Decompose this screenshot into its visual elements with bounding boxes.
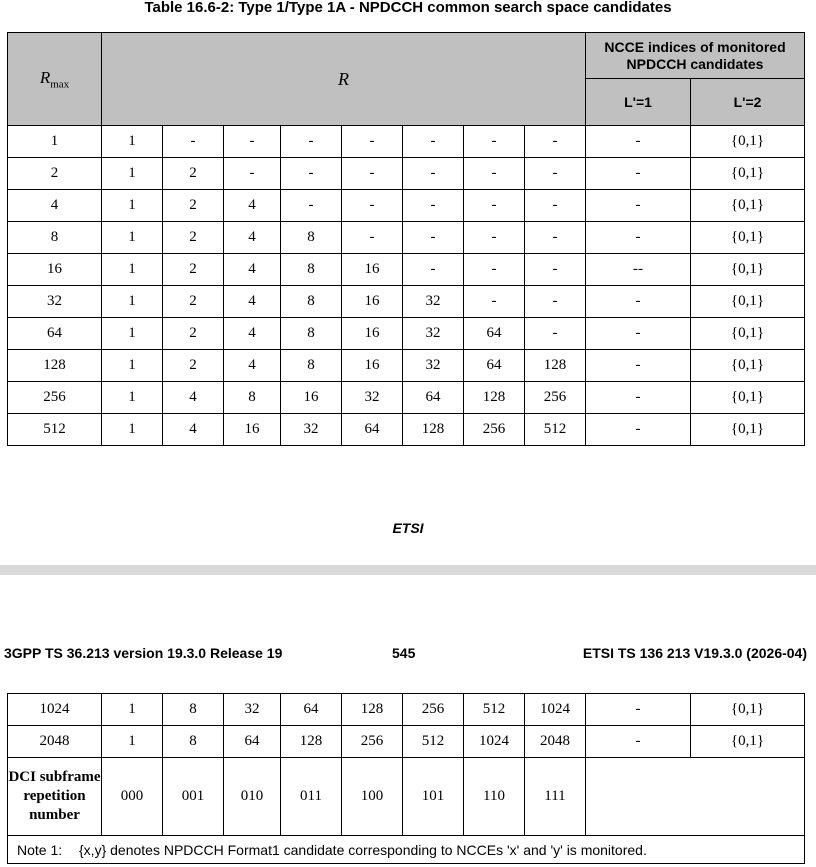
ncce-cell: - xyxy=(586,694,691,726)
r-value-cell: 2 xyxy=(163,190,224,222)
r-value-cell: 512 xyxy=(464,694,525,726)
r-value-cell: 8 xyxy=(281,286,342,318)
r-value-cell: - xyxy=(525,190,586,222)
r-value-cell: 2048 xyxy=(525,726,586,758)
table-row xyxy=(8,222,805,254)
ncce-cell: - xyxy=(586,126,691,158)
r-value-cell: 64 xyxy=(281,694,342,726)
r-value-cell: 4 xyxy=(224,222,281,254)
rmax-header: $R_{max}$ xyxy=(8,33,102,126)
ncce-cell: - xyxy=(586,190,691,222)
page-break-divider xyxy=(0,565,816,575)
dci-value: 001 xyxy=(163,758,224,836)
table-row xyxy=(8,126,805,158)
table-row xyxy=(8,158,805,190)
r-value-cell: - xyxy=(224,126,281,158)
r-value-cell: 32 xyxy=(342,382,403,414)
header-etsi-ref: ETSI TS 136 213 V19.3.0 (2026-04) xyxy=(582,645,807,661)
note-text: {x,y} denotes NPDCCH Format1 candidate corresponding to NCCEs 'x' and 'y' is monitored. xyxy=(79,841,647,858)
rmax-cell: 2048 xyxy=(8,726,102,758)
r-value-cell: 2 xyxy=(163,222,224,254)
r-value-cell: 1 xyxy=(102,318,163,350)
ncce-cell: {0,1} xyxy=(691,318,805,350)
r-value-cell: - xyxy=(342,190,403,222)
r-value-cell: - xyxy=(403,158,464,190)
rmax-cell: 1 xyxy=(8,126,102,158)
r-value-cell: - xyxy=(342,158,403,190)
r-header: R xyxy=(102,33,586,126)
r-value-cell: - xyxy=(525,222,586,254)
r-value-cell: - xyxy=(281,158,342,190)
r-value-cell: 32 xyxy=(224,694,281,726)
r-value-cell: 16 xyxy=(224,414,281,446)
r-value-cell: 64 xyxy=(224,726,281,758)
r-value-cell: 2 xyxy=(163,318,224,350)
r-value-cell: 1 xyxy=(102,190,163,222)
rmax-cell: 8 xyxy=(8,222,102,254)
r-value-cell: 1 xyxy=(102,254,163,286)
r-value-cell: 4 xyxy=(163,382,224,414)
dci-empty-cell xyxy=(586,758,805,836)
r-value-cell: 1 xyxy=(102,158,163,190)
table-row xyxy=(8,350,805,382)
r-value-cell: - xyxy=(163,126,224,158)
table-caption: Table 16.6-2: Type 1/Type 1A - NPDCCH common search space candidates xyxy=(144,0,672,16)
r-value-cell: 1024 xyxy=(464,726,525,758)
r-value-cell: 128 xyxy=(403,414,464,446)
table-row xyxy=(8,726,805,758)
r-value-cell: 16 xyxy=(342,350,403,382)
rmax-cell: 1024 xyxy=(8,694,102,726)
ncce-header: NCCE indices of monitored NPDCCH candidates xyxy=(586,33,805,79)
r-value-cell: - xyxy=(281,190,342,222)
rmax-cell: 4 xyxy=(8,190,102,222)
r-value-cell: - xyxy=(464,126,525,158)
r-value-cell: 32 xyxy=(403,286,464,318)
rmax-cell: 32 xyxy=(8,286,102,318)
r-value-cell: 4 xyxy=(224,318,281,350)
r-value-cell: - xyxy=(464,286,525,318)
table-row xyxy=(8,414,805,446)
r-value-cell: 8 xyxy=(281,254,342,286)
ncce-cell: {0,1} xyxy=(691,190,805,222)
r-value-cell: - xyxy=(403,254,464,286)
r-value-cell: - xyxy=(525,126,586,158)
r-value-cell: 128 xyxy=(342,694,403,726)
dci-value: 110 xyxy=(464,758,525,836)
r-value-cell: 8 xyxy=(224,382,281,414)
r-value-cell: 8 xyxy=(281,318,342,350)
ncce-cell: {0,1} xyxy=(691,350,805,382)
table-row xyxy=(8,254,805,286)
ncce-cell: {0,1} xyxy=(691,726,805,758)
r-value-cell: 4 xyxy=(224,254,281,286)
candidates-table-part2 xyxy=(7,693,805,864)
dci-value: 101 xyxy=(403,758,464,836)
rmax-cell: 512 xyxy=(8,414,102,446)
r-value-cell: 16 xyxy=(281,382,342,414)
header-spec-version: 3GPP TS 36.213 version 19.3.0 Release 19 xyxy=(4,645,283,661)
r-value-cell: - xyxy=(403,126,464,158)
r-value-cell: 1 xyxy=(102,350,163,382)
r-value-cell: 8 xyxy=(281,222,342,254)
ncce-cell: {0,1} xyxy=(691,222,805,254)
table-row xyxy=(8,190,805,222)
r-value-cell: 128 xyxy=(281,726,342,758)
r-value-cell: 8 xyxy=(163,694,224,726)
r-value-cell: 16 xyxy=(342,318,403,350)
ncce-cell: {0,1} xyxy=(691,414,805,446)
page-footer: ETSI xyxy=(392,520,424,536)
r-value-cell: 64 xyxy=(403,382,464,414)
r-value-cell: - xyxy=(342,126,403,158)
table-row xyxy=(8,318,805,350)
r-value-cell: - xyxy=(403,222,464,254)
r-value-cell: 128 xyxy=(525,350,586,382)
r-value-cell: 1 xyxy=(102,414,163,446)
table-row xyxy=(8,286,805,318)
r-value-cell: 1 xyxy=(102,382,163,414)
r-value-cell: - xyxy=(464,158,525,190)
r-value-cell: 4 xyxy=(224,286,281,318)
rmax-cell: 64 xyxy=(8,318,102,350)
r-value-cell: 2 xyxy=(163,158,224,190)
ncce-cell: - xyxy=(586,382,691,414)
r-value-cell: - xyxy=(525,158,586,190)
r-value-cell: 4 xyxy=(224,350,281,382)
dci-repetition-label: DCI subframe repetition number xyxy=(8,758,102,836)
ncce-cell: {0,1} xyxy=(691,126,805,158)
r-value-cell: 8 xyxy=(163,726,224,758)
ncce-cell: {0,1} xyxy=(691,254,805,286)
dci-value: 111 xyxy=(525,758,586,836)
r-value-cell: 128 xyxy=(464,382,525,414)
dci-value: 100 xyxy=(342,758,403,836)
r-value-cell: - xyxy=(464,222,525,254)
table-row xyxy=(8,382,805,414)
rmax-cell: 256 xyxy=(8,382,102,414)
r-value-cell: 4 xyxy=(163,414,224,446)
r-value-cell: 512 xyxy=(525,414,586,446)
r-value-cell: - xyxy=(464,254,525,286)
dci-value: 010 xyxy=(224,758,281,836)
r-value-cell: 64 xyxy=(464,318,525,350)
r-value-cell: 256 xyxy=(342,726,403,758)
r-value-cell: 2 xyxy=(163,254,224,286)
r-value-cell: 32 xyxy=(281,414,342,446)
r-value-cell: 32 xyxy=(403,318,464,350)
r-value-cell: 512 xyxy=(403,726,464,758)
r-value-cell: 16 xyxy=(342,254,403,286)
note-label: Note 1: xyxy=(17,841,63,858)
r-value-cell: - xyxy=(525,286,586,318)
r-value-cell: 256 xyxy=(525,382,586,414)
table-row xyxy=(8,694,805,726)
l2-header: L'=2 xyxy=(691,79,805,126)
r-value-cell: 64 xyxy=(464,350,525,382)
r-value-cell: 1 xyxy=(102,222,163,254)
rmax-cell: 2 xyxy=(8,158,102,190)
header-page-number: 545 xyxy=(392,645,416,661)
ncce-cell: {0,1} xyxy=(691,694,805,726)
r-value-cell: 2 xyxy=(163,286,224,318)
dci-value: 000 xyxy=(102,758,163,836)
r-value-cell: - xyxy=(403,190,464,222)
r-value-cell: - xyxy=(281,126,342,158)
ncce-cell: - xyxy=(586,318,691,350)
ncce-cell: - xyxy=(586,414,691,446)
ncce-cell: - xyxy=(586,222,691,254)
ncce-cell: - xyxy=(586,350,691,382)
ncce-cell: - xyxy=(586,726,691,758)
r-value-cell: - xyxy=(224,158,281,190)
r-value-cell: 64 xyxy=(342,414,403,446)
r-value-cell: 256 xyxy=(464,414,525,446)
dci-value: 011 xyxy=(281,758,342,836)
r-value-cell: - xyxy=(525,254,586,286)
ncce-cell: {0,1} xyxy=(691,286,805,318)
r-value-cell: - xyxy=(464,190,525,222)
ncce-cell: {0,1} xyxy=(691,382,805,414)
r-value-cell: - xyxy=(525,318,586,350)
ncce-cell: - xyxy=(586,286,691,318)
r-value-cell: 4 xyxy=(224,190,281,222)
candidates-table-part1 xyxy=(7,32,805,446)
r-value-cell: 256 xyxy=(403,694,464,726)
r-value-cell: 1 xyxy=(102,726,163,758)
r-value-cell: 2 xyxy=(163,350,224,382)
r-value-cell: 16 xyxy=(342,286,403,318)
ncce-cell: - xyxy=(586,158,691,190)
ncce-cell: {0,1} xyxy=(691,158,805,190)
rmax-cell: 128 xyxy=(8,350,102,382)
r-value-cell: 1 xyxy=(102,694,163,726)
l1-header: L'=1 xyxy=(586,79,691,126)
table-note xyxy=(8,836,805,864)
rmax-cell: 16 xyxy=(8,254,102,286)
ncce-cell: -- xyxy=(586,254,691,286)
r-value-cell: 32 xyxy=(403,350,464,382)
r-value-cell: 1 xyxy=(102,286,163,318)
r-value-cell: 1024 xyxy=(525,694,586,726)
r-value-cell: 1 xyxy=(102,126,163,158)
r-value-cell: - xyxy=(342,222,403,254)
r-value-cell: 8 xyxy=(281,350,342,382)
